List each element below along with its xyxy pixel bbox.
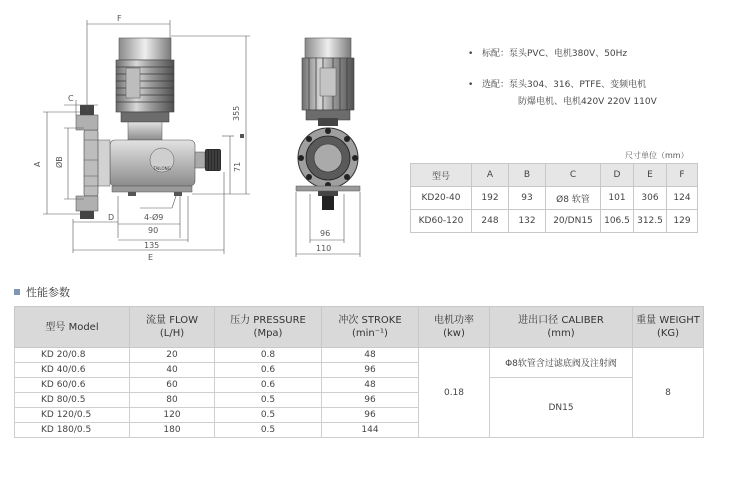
model-cell: KD 120/0.5 — [15, 408, 130, 423]
header-weight — [633, 307, 704, 348]
table-cell: 129 — [667, 210, 698, 233]
header-flow-label: 流量 FLOW — [146, 315, 198, 326]
dim-label-355: 355 — [232, 105, 241, 121]
dim-header-B: B — [509, 164, 546, 187]
dim-label-D: D — [108, 213, 115, 222]
header-power — [419, 307, 490, 348]
stroke-cell: 96 — [322, 408, 419, 423]
table-cell: 101 — [601, 187, 634, 210]
note-optional-continued — [468, 94, 657, 111]
dim-label-A: A — [33, 161, 42, 167]
table-cell: Ø8 软管 — [546, 187, 601, 210]
dim-label-110: 110 — [316, 244, 332, 253]
table-row — [411, 210, 698, 233]
dim-header-C: C — [546, 164, 601, 187]
dim-header-D: D — [601, 164, 634, 187]
caliber-large-cell: DN15 — [490, 378, 633, 438]
bullet: • — [468, 80, 474, 90]
header-caliber — [490, 307, 633, 348]
pressure-cell: 0.6 — [215, 378, 322, 393]
dim-label-F: F — [117, 14, 122, 23]
power-cell: 0.18 — [419, 348, 490, 438]
pressure-cell: 0.5 — [215, 408, 322, 423]
header-weight-unit: (KG) — [656, 328, 680, 339]
header-model: 型号 Model — [15, 307, 130, 348]
dim-label-96: 96 — [320, 229, 331, 238]
table-cell: 248 — [472, 210, 509, 233]
model-cell: KD 40/0.6 — [15, 363, 130, 378]
table-cell: 106.5 — [601, 210, 634, 233]
note-optional-text: 选配：泵头304、316、PTFE、变频电机 — [482, 80, 647, 90]
unit-note: 尺寸单位（mm） — [625, 151, 689, 160]
header-stroke — [322, 307, 419, 348]
performance-table — [14, 306, 704, 438]
table-cell: 192 — [472, 187, 509, 210]
flow-cell: 120 — [130, 408, 215, 423]
stroke-cell: 144 — [322, 423, 419, 438]
caliber-small-cell: Φ8软管含过滤底阀及注射阀 — [490, 348, 633, 378]
model-cell: KD 20/0.8 — [15, 348, 130, 363]
section-title-text: 性能参数 — [26, 286, 70, 299]
dim-label-E: E — [148, 253, 154, 262]
dim-label-90: 90 — [148, 226, 159, 235]
stroke-cell: 48 — [322, 348, 419, 363]
table-cell: 20/DN15 — [546, 210, 601, 233]
note-optional-text-2: 防爆电机、电机420V 220V 110V — [518, 97, 657, 107]
header-pressure-unit: (Mpa) — [253, 328, 283, 339]
table-cell: 93 — [509, 187, 546, 210]
table-cell: KD60-120 — [411, 210, 472, 233]
pressure-cell: 0.8 — [215, 348, 322, 363]
table-row — [411, 187, 698, 210]
header-caliber-unit: (mm) — [547, 328, 575, 339]
performance-header-row — [15, 307, 704, 348]
dimensions-header-row — [411, 164, 698, 187]
header-stroke-label: 冲次 STROKE — [338, 315, 402, 326]
logo-text: TAILONG — [153, 166, 171, 171]
pressure-cell: 0.6 — [215, 363, 322, 378]
table-row — [15, 348, 704, 363]
dim-header-model: 型号 — [411, 164, 472, 187]
table-cell: 312.5 — [634, 210, 667, 233]
table-cell: KD20-40 — [411, 187, 472, 210]
dim-label-135: 135 — [144, 241, 160, 250]
dim-label-C: C — [68, 94, 74, 103]
dim-label-hole: 4-Ø9 — [144, 213, 164, 222]
pressure-cell: 0.5 — [215, 393, 322, 408]
header-pressure-label: 压力 PRESSURE — [230, 315, 306, 326]
flow-cell: 20 — [130, 348, 215, 363]
pump-front-view — [296, 38, 360, 210]
header-weight-label: 重量 WEIGHT — [636, 315, 700, 326]
dim-label-71: 71 — [233, 161, 242, 172]
spec-notes — [468, 46, 657, 111]
stroke-cell: 96 — [322, 393, 419, 408]
stroke-cell: 48 — [322, 378, 419, 393]
header-caliber-label: 进出口径 CALIBER — [518, 315, 604, 326]
table-cell: 132 — [509, 210, 546, 233]
bullet: • — [468, 49, 474, 59]
table-cell: 124 — [667, 187, 698, 210]
model-cell: KD 60/0.6 — [15, 378, 130, 393]
note-standard — [468, 46, 657, 63]
dim-label-phiB: ØB — [55, 156, 64, 168]
dimensions-table — [410, 163, 698, 233]
model-cell: KD 80/0.5 — [15, 393, 130, 408]
note-optional — [468, 77, 657, 94]
table-row — [15, 378, 704, 393]
table-cell: 306 — [634, 187, 667, 210]
header-stroke-unit: (min⁻¹) — [352, 328, 388, 339]
flow-cell: 60 — [130, 378, 215, 393]
pump-side-view — [76, 38, 244, 219]
flow-cell: 180 — [130, 423, 215, 438]
weight-cell: 8 — [633, 348, 704, 438]
pressure-cell: 0.5 — [215, 423, 322, 438]
dim-header-A: A — [472, 164, 509, 187]
header-power-label: 电机功率 — [434, 315, 474, 326]
stroke-cell: 96 — [322, 363, 419, 378]
header-power-unit: (kw) — [443, 328, 465, 339]
header-pressure — [215, 307, 322, 348]
header-flow — [130, 307, 215, 348]
dim-header-E: E — [634, 164, 667, 187]
flow-cell: 80 — [130, 393, 215, 408]
flow-cell: 40 — [130, 363, 215, 378]
pump-dimension-drawing — [0, 0, 400, 270]
model-cell: KD 180/0.5 — [15, 423, 130, 438]
section-title — [14, 284, 70, 300]
square-bullet-icon — [14, 289, 20, 295]
dim-header-F: F — [667, 164, 698, 187]
note-standard-text: 标配：泵头PVC、电机380V、50Hz — [482, 49, 628, 59]
header-flow-unit: (L/H) — [159, 328, 185, 339]
